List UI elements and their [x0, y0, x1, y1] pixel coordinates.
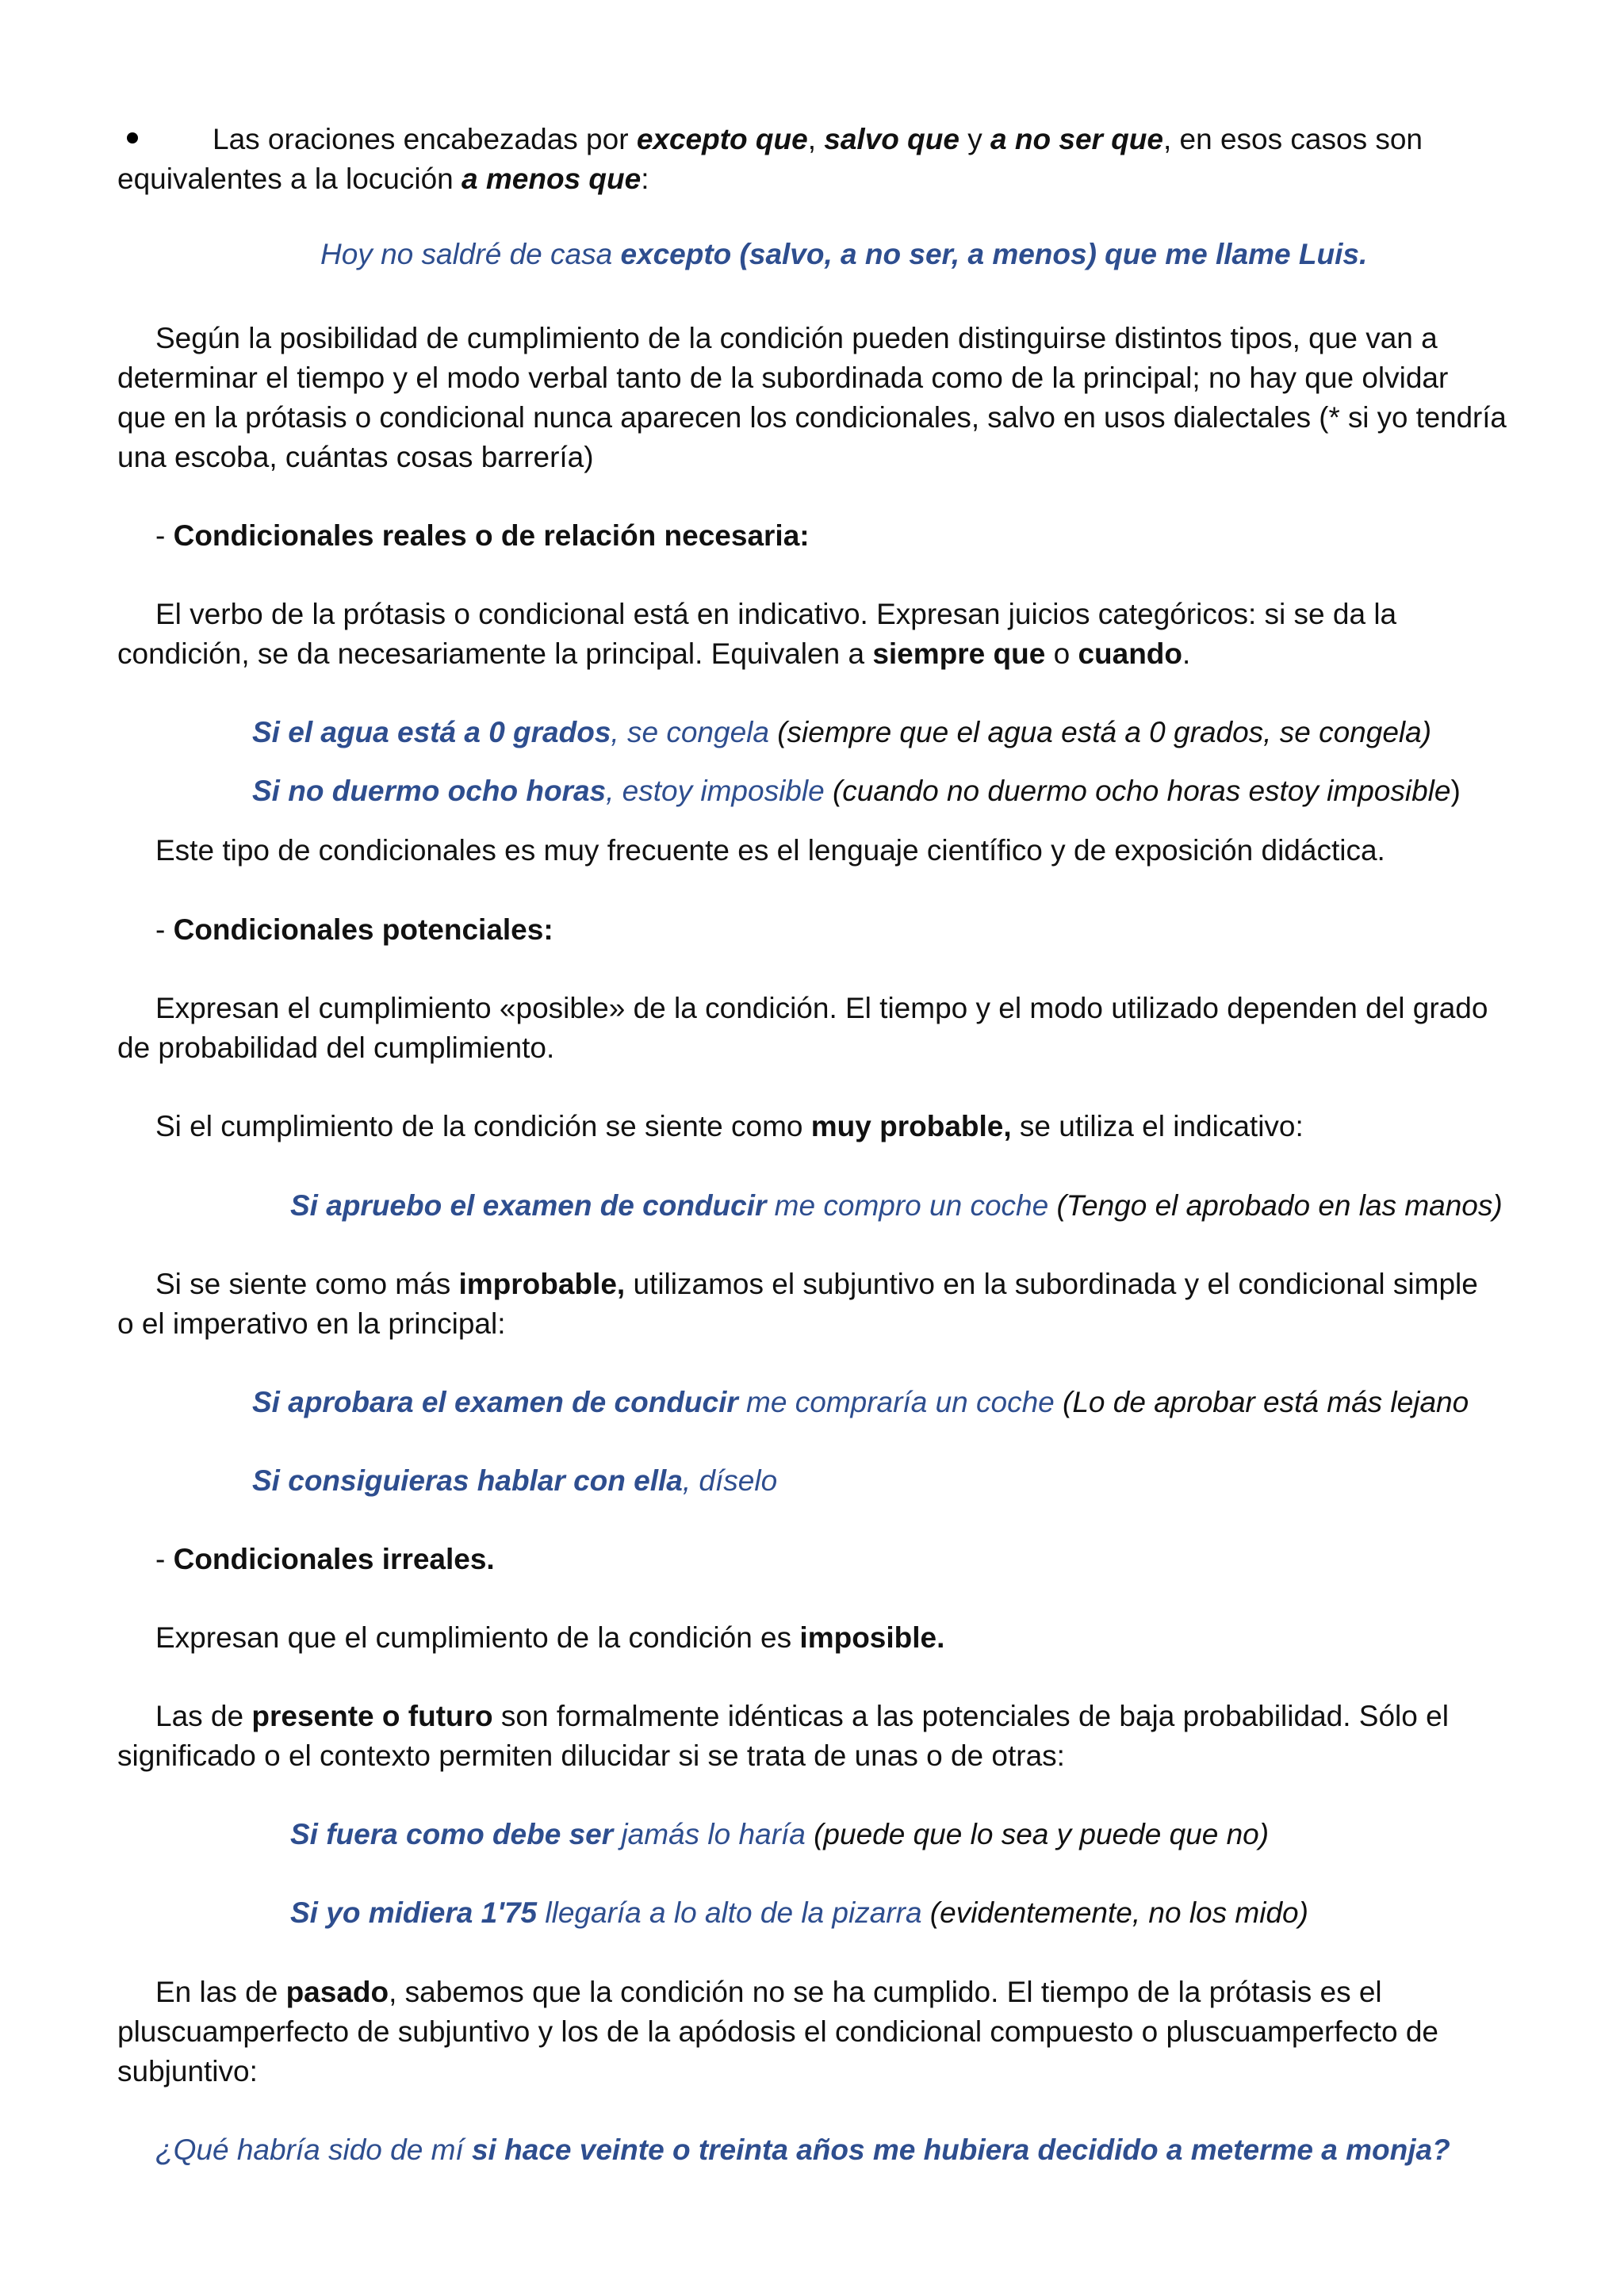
text-segment: o el imperativo en la principal: — [117, 1307, 506, 1340]
text-segment: Si consiguieras hablar con ella — [252, 1464, 683, 1497]
text-segment: o — [1045, 637, 1078, 670]
text-segment: : — [641, 163, 649, 195]
text-segment: llegaría a lo alto de la pizarra — [537, 1896, 922, 1929]
text-segment: , en esos casos son — [1162, 123, 1423, 155]
paragraph-imposible — [155, 1618, 944, 1658]
text-segment: Si apruebo el examen de conducir — [290, 1189, 767, 1222]
example-duermo — [252, 771, 1461, 811]
text-segment: se utiliza el indicativo: — [1011, 1110, 1304, 1142]
text-segment: Este tipo de condicionales es muy frecuente es el lenguaje científico y de exposición didáctica. — [155, 834, 1385, 867]
text-segment: , se congela — [611, 716, 769, 748]
text-segment: jamás lo haría — [613, 1818, 806, 1850]
text-segment: (Tengo el aprobado en las manos) — [1048, 1189, 1503, 1222]
text-segment: muy probable, — [810, 1110, 1012, 1142]
text-segment: pluscuamperfecto de subjuntivo y los de la apódosis el condicional compuesto o pluscuamperfecto de — [117, 2015, 1438, 2048]
text-segment: - — [155, 913, 174, 946]
text-segment: Expresan el cumplimiento «posible» de la condición. El tiempo y el modo utilizado dependen del grado — [155, 992, 1488, 1024]
paragraph-potenciales-line-2 — [117, 1028, 554, 1068]
paragraph-pasado-line-1 — [155, 1973, 1382, 2012]
example-excepto — [320, 235, 1367, 274]
paragraph-potenciales-line-1 — [155, 989, 1488, 1028]
text-segment: siempre que — [872, 637, 1046, 670]
text-segment: , — [807, 123, 825, 155]
text-segment: (evidentemente, no los mido) — [921, 1896, 1308, 1929]
text-segment: Condicionales potenciales: — [173, 913, 553, 946]
text-segment: , díselo — [682, 1464, 778, 1497]
example-fuera — [290, 1815, 1269, 1854]
example-agua — [252, 713, 1431, 752]
text-segment: significado o el contexto permiten dilucidar si se trata de unas o de otras: — [117, 1739, 1065, 1772]
paragraph-presente-futuro-line-1 — [155, 1697, 1449, 1736]
text-segment: de probabilidad del cumplimiento. — [117, 1031, 555, 1064]
text-segment: Las de — [155, 1700, 252, 1732]
text-segment: me compro un coche — [766, 1189, 1049, 1222]
text-segment: (Lo de aprobar está más lejano — [1054, 1386, 1469, 1418]
text-segment: y — [959, 123, 991, 155]
text-segment: pasado — [285, 1976, 389, 2008]
text-segment: Si el agua está a 0 grados — [252, 716, 611, 748]
text-segment: , sabemos que la condición no se ha cumplido. El tiempo de la prótasis es el — [389, 1976, 1382, 2008]
text-segment: Si no duermo ocho horas — [252, 775, 607, 807]
text-segment: (puede que lo sea y puede que no) — [805, 1818, 1270, 1850]
example-monja — [155, 2130, 1450, 2170]
text-segment: que en la prótasis o condicional nunca aparecen los condicionales, salvo en usos dialectales (* si yo tendría — [117, 401, 1507, 434]
text-segment: Si aprobara el examen de conducir — [252, 1386, 738, 1418]
paragraph-improbable-line-1 — [155, 1265, 1478, 1304]
example-aprobara — [252, 1383, 1469, 1422]
paragraph-tipos-line-4 — [117, 438, 594, 477]
text-segment: Si fuera como debe ser — [290, 1818, 614, 1850]
text-segment: (cuando no duermo ocho horas estoy imposible — [824, 775, 1451, 807]
term-excepto-que: excepto que — [636, 123, 808, 155]
text-segment: si hace veinte o treinta años me hubiera decidido a meterme a monja? — [471, 2133, 1450, 2166]
text-segment: Condicionales irreales. — [173, 1543, 495, 1575]
text-segment: - — [155, 1543, 174, 1575]
term-salvo-que: salvo que — [824, 123, 959, 155]
example-text: Hoy no saldré de casa — [320, 238, 621, 270]
example-bold: excepto (salvo, a no ser, a menos) que me llame Luis. — [620, 238, 1368, 270]
paragraph-pasado-line-3 — [117, 2052, 258, 2091]
heading-condicionales-reales — [155, 516, 810, 556]
text-segment: (siempre que el agua está a 0 grados, se congela) — [768, 716, 1432, 748]
text-segment: imposible. — [799, 1621, 945, 1654]
text-segment: Si yo midiera 1'75 — [290, 1896, 538, 1929]
paragraph-frecuente — [155, 831, 1385, 871]
text-segment: En las de — [155, 1976, 286, 2008]
text-segment: equivalentes a la locución — [117, 163, 462, 195]
paragraph-pasado-line-2 — [117, 2012, 1438, 2052]
term-a-menos-que: a menos que — [462, 163, 642, 195]
text-segment: improbable, — [458, 1268, 626, 1300]
paragraph-tipos-line-3 — [117, 398, 1507, 438]
text-segment: utilizamos el subjuntivo en la subordinada y el condicional simple — [625, 1268, 1478, 1300]
text-segment: Si se siente como más — [155, 1268, 459, 1300]
text-segment: Condicionales reales o de relación necesaria: — [173, 519, 810, 552]
text-segment: , estoy imposible — [606, 775, 825, 807]
text-segment: son formalmente idénticas a las potenciales de baja probabilidad. Sólo el — [492, 1700, 1449, 1732]
paragraph-muy-probable — [155, 1107, 1304, 1146]
bullet-paragraph-line-2 — [117, 159, 649, 199]
text-segment: me compraría un coche — [737, 1386, 1055, 1418]
heading-condicionales-potenciales — [155, 910, 553, 950]
text-segment: Expresan que el cumplimiento de la condición es — [155, 1621, 800, 1654]
example-apruebo — [290, 1186, 1503, 1226]
text-segment: ) — [1450, 775, 1461, 807]
text-segment: El verbo de la prótasis o condicional está en indicativo. Expresan juicios categóricos: si se da la — [155, 598, 1397, 630]
term-a-no-ser-que: a no ser que — [990, 123, 1163, 155]
text-segment: determinar el tiempo y el modo verbal tanto de la subordinada como de la principal; no hay que olvidar — [117, 362, 1449, 394]
text-segment: . — [1182, 637, 1191, 670]
bullet-icon — [127, 132, 138, 144]
paragraph-tipos-line-2 — [117, 358, 1448, 398]
text-segment: presente o futuro — [251, 1700, 493, 1732]
paragraph-presente-futuro-line-2 — [117, 1736, 1065, 1776]
text-segment: Si el cumplimiento de la condición se siente como — [155, 1110, 811, 1142]
paragraph-reales-line-1 — [155, 595, 1396, 634]
text-segment: cuando — [1078, 637, 1182, 670]
paragraph-reales-line-2 — [117, 634, 1190, 674]
text-segment: condición, se da necesariamente la principal. Equivalen a — [117, 637, 873, 670]
heading-condicionales-irreales — [155, 1540, 495, 1579]
text-segment: subjuntivo: — [117, 2055, 258, 2087]
example-consiguieras — [252, 1461, 777, 1501]
example-midiera — [290, 1893, 1308, 1933]
text-segment: Según la posibilidad de cumplimiento de la condición pueden distinguirse distintos tipos, que van a — [155, 322, 1438, 354]
text-segment: ¿Qué habría sido de mí — [155, 2133, 472, 2166]
paragraph-improbable-line-2 — [117, 1304, 505, 1344]
text-segment: - — [155, 519, 174, 552]
text-segment: una escoba, cuántas cosas barrería) — [117, 441, 594, 473]
paragraph-tipos-line-1 — [155, 319, 1438, 358]
bullet-paragraph-line-1 — [213, 120, 1423, 159]
text-segment: Las oraciones encabezadas por — [213, 123, 637, 155]
